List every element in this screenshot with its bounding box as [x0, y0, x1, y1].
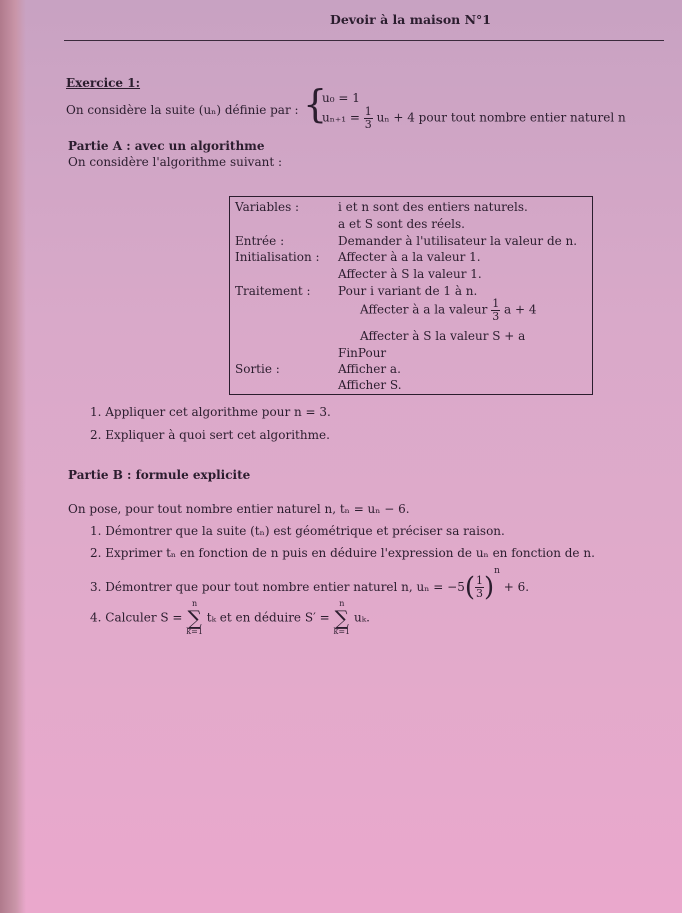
part-a-question-2: 2. Expliquer à quoi sert cet algorithme. [90, 428, 330, 442]
part-b-title: Partie B : formule explicite [68, 468, 251, 482]
fraction-numerator: 1 [492, 297, 500, 310]
algo-affect-a-fraction [491, 298, 500, 322]
algo-label-variables: Variables : [235, 200, 300, 214]
definition-fraction [364, 106, 373, 130]
sum-symbol-u [334, 600, 351, 636]
part-b-question-3 [90, 566, 529, 603]
part-b-question-4 [90, 600, 370, 636]
fraction-denominator: 3 [492, 309, 500, 323]
exercise-intro: On considère la suite (uₙ) définie par : [66, 103, 299, 117]
fraction-numerator: 1 [364, 105, 372, 118]
algo-affect-a [360, 298, 537, 322]
algo-affect-a-label: Affecter à a la valeur [360, 302, 488, 317]
algo-sortie-1: Afficher a. [338, 362, 401, 376]
sum-upper-limit: n [339, 599, 345, 608]
fraction-numerator: 1 [476, 574, 483, 588]
algo-pour: Pour i variant de 1 à n. [338, 284, 478, 298]
fraction-denominator: 3 [476, 587, 483, 600]
definition-brace: { [303, 82, 328, 126]
sigma-glyph: ∑ [187, 606, 202, 630]
question-4-text: 4. Calculer S = [90, 610, 183, 625]
algo-label-entree: Entrée : [235, 234, 285, 248]
part-a-intro: On considère l'algorithme suivant : [68, 155, 283, 169]
question-4-end: uₖ. [353, 610, 370, 625]
question-3-text: 3. Démontrer que pour tout nombre entier naturel n, uₙ = −5 [90, 580, 465, 594]
definition-rhs: uₙ + 4 pour tout nombre entier naturel n [376, 110, 626, 125]
algo-label-traitement: Traitement : [235, 284, 311, 298]
part-b-question-2: 2. Exprimer tₙ en fonction de n puis en déduire l'expression de uₙ en fonction de n. [90, 546, 595, 560]
algo-variables-1: i et n sont des entiers naturels. [338, 200, 528, 214]
sigma-glyph: ∑ [334, 606, 349, 630]
definition-line-1: u₀ = 1 [322, 91, 360, 105]
fraction-denominator: 3 [364, 117, 372, 131]
question-3-exponent: n [494, 566, 500, 576]
algo-finpour: FinPour [338, 346, 387, 360]
algo-entree: Demander à l'utilisateur la valeur de n. [338, 234, 578, 248]
algo-init-2: Affecter à S la valeur 1. [338, 267, 482, 281]
definition-lhs: uₙ₊₁ = [322, 110, 360, 125]
question-3-fraction [475, 575, 484, 599]
header-divider [64, 40, 664, 41]
paren-open: ( [464, 572, 475, 603]
algo-init-1: Affecter à a la valeur 1. [338, 250, 481, 264]
sum-lower-limit: k=1 [186, 627, 203, 636]
definition-line-2 [322, 106, 626, 130]
part-b-question-1: 1. Démontrer que la suite (tₙ) est géométrique et préciser sa raison. [90, 524, 505, 538]
algo-sortie-2: Afficher S. [338, 378, 402, 392]
algorithm-box [229, 196, 593, 395]
sum-lower-limit: k=1 [333, 627, 351, 636]
algo-affect-s: Affecter à S la valeur S + a [360, 329, 526, 343]
exercise-title: Exercice 1: [66, 76, 141, 90]
part-a-question-1: 1. Appliquer cet algorithme pour n = 3. [90, 405, 331, 419]
algo-affect-a-expr: a + 4 [504, 302, 537, 317]
question-4-mid: tₖ et en déduire S′ = [206, 610, 330, 625]
question-3-end: + 6. [503, 580, 530, 594]
page-title: Devoir à la maison N°1 [330, 12, 491, 27]
sum-upper-limit: n [192, 599, 198, 608]
algo-label-sortie: Sortie : [235, 362, 280, 376]
sum-symbol-t [186, 600, 203, 636]
page-edge-shadow [0, 0, 26, 913]
algo-variables-2: a et S sont des réels. [338, 217, 465, 231]
part-a-title: Partie A : avec un algorithme [68, 139, 265, 153]
algo-label-init: Initialisation : [235, 250, 320, 264]
paren-close: ) [484, 572, 495, 603]
part-b-intro: On pose, pour tout nombre entier naturel n, tₙ = uₙ − 6. [68, 502, 410, 516]
